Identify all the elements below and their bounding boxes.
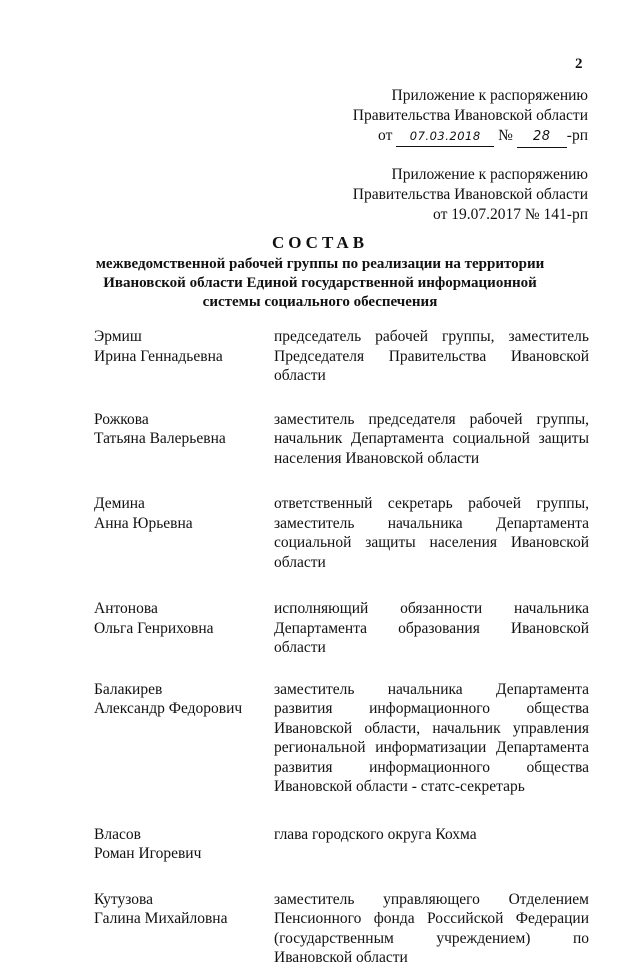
document-title: СОСТАВ — [271, 233, 369, 252]
member-name — [94, 327, 274, 386]
member-role: ответственный секретарь рабочей группы, заместитель начальника Департамента социальной защиты населения Ивановской области — [274, 495, 589, 571]
member-role: председатель рабочей группы, заместитель Председателя Правительства Ивановской области — [274, 328, 589, 384]
document-heading — [0, 233, 640, 312]
member-row — [94, 599, 589, 658]
member-given-name: Галина Михайловна — [94, 910, 228, 927]
member-given-name: Роман Игоревич — [94, 845, 202, 862]
member-name — [94, 680, 274, 797]
page-number: 2 — [575, 56, 583, 72]
member-role: исполняющий обязанности начальника Департамента образования Ивановской области — [274, 600, 589, 656]
member-name — [94, 494, 274, 572]
member-given-name: Татьяна Валерьевна — [94, 430, 226, 447]
member-role: заместитель управляющего Отделением Пенсионного фонда Российской Федерации (государственным учреждением) по Ивановской области — [274, 890, 589, 966]
member-row — [94, 494, 589, 572]
member-surname: Эрмиш — [94, 328, 142, 345]
member-name — [94, 410, 274, 469]
member-surname: Кутузова — [94, 890, 154, 908]
member-name — [94, 599, 274, 658]
member-role: заместитель председателя рабочей группы, начальник Департамента социальной защиты населения Ивановской области — [274, 410, 589, 467]
appendix-suffix: -рп — [566, 127, 588, 144]
appendix-original-line3: от 19.07.2017 № 141-рп — [433, 206, 588, 223]
appendix-original-line2: Правительства Ивановской области — [352, 186, 588, 203]
member-row — [94, 327, 589, 386]
member-given-name: Ирина Геннадьевна — [94, 347, 223, 365]
appendix-original-line1: Приложение к распоряжению — [391, 166, 588, 183]
member-surname: Антонова — [94, 600, 158, 617]
appendix-original — [353, 165, 588, 225]
handwritten-date: 07.03.2018 — [396, 126, 494, 147]
appendix-prefix: от — [378, 127, 393, 144]
member-row — [94, 825, 589, 864]
member-surname: Балакирев — [94, 680, 163, 698]
handwritten-number: 28 — [517, 127, 567, 148]
member-role: глава городского округа Кохма — [274, 825, 477, 843]
member-surname: Власов — [94, 825, 141, 843]
appendix-current-line2: Правительства Ивановской области — [352, 107, 588, 124]
member-role: заместитель начальника Департамента развития информационного общества Ивановской области, начальник управления региональной информатизации Департамента развития информационного общества Ивановской области - статс-секретарь — [274, 680, 589, 795]
member-row — [94, 680, 589, 797]
member-name — [94, 825, 274, 864]
document-subtitle: межведомственной рабочей группы по реализации на территории Ивановской области Единой государственной информационной системы социального обеспечения — [95, 256, 545, 310]
member-surname: Рожкова — [94, 410, 149, 428]
member-surname: Демина — [94, 495, 145, 512]
member-given-name: Александр Федорович — [94, 700, 243, 717]
member-row — [94, 890, 589, 968]
appendix-current-line1: Приложение к распоряжению — [391, 87, 588, 104]
member-given-name: Анна Юрьевна — [94, 514, 193, 532]
appendix-current — [353, 86, 588, 148]
appendix-current-line3 — [353, 126, 588, 148]
member-row — [94, 410, 589, 469]
member-name — [94, 890, 274, 968]
member-list — [94, 327, 589, 968]
member-given-name: Ольга Генриховна — [94, 619, 214, 637]
number-label: № — [498, 127, 513, 144]
